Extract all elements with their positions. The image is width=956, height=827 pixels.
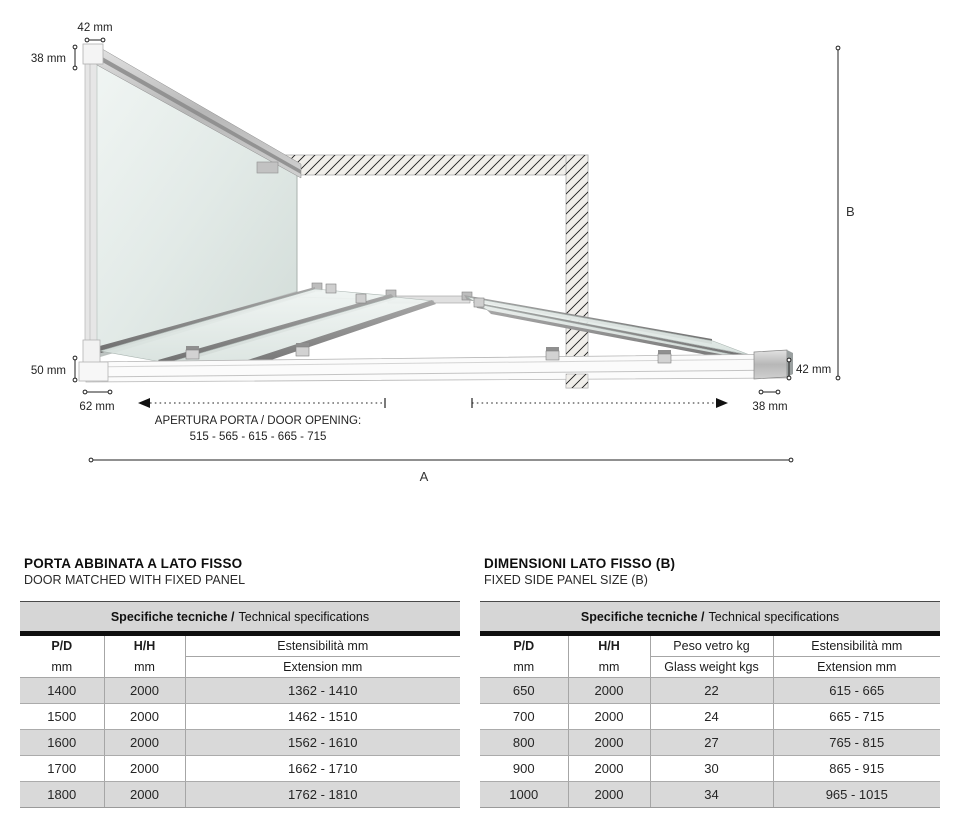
col-header-unit: mm	[20, 657, 104, 678]
cell-hh: 2000	[568, 756, 650, 782]
dim-B-label: B	[846, 204, 855, 219]
cell-pd: 1400	[20, 678, 104, 704]
table-row	[20, 782, 460, 808]
cell-hh: 2000	[104, 756, 185, 782]
cell-weight: 30	[650, 756, 773, 782]
cell-pd: 1000	[480, 782, 568, 808]
cell-hh: 2000	[104, 704, 185, 730]
col-header-unit: Extension mm	[185, 657, 460, 678]
table-header-band: Specifiche tecniche / Technical specifications	[480, 602, 940, 634]
cell-pd: 1600	[20, 730, 104, 756]
col-header-unit: mm	[104, 657, 185, 678]
col-header-unit: Extension mm	[773, 657, 940, 678]
wall-bracket	[257, 162, 278, 173]
cell-hh: 2000	[104, 678, 185, 704]
cell-weight: 24	[650, 704, 773, 730]
col-header: Peso vetro kg	[650, 634, 773, 657]
dim-left-height-label: 50 mm	[30, 365, 66, 377]
door-opening-arrows	[138, 398, 728, 408]
table-header-band: Specifiche tecniche / Technical specifications	[20, 602, 460, 634]
wall-hatch	[281, 155, 588, 388]
spec-table	[20, 601, 460, 808]
cell-weight: 22	[650, 678, 773, 704]
col-header-unit: mm	[480, 657, 568, 678]
dim-top-height-label: 38 mm	[30, 53, 66, 65]
door-opening-caption: APERTURA PORTA / DOOR OPENING:	[154, 415, 362, 427]
cell-extension: 865 - 915	[773, 756, 940, 782]
col-header: P/D	[513, 639, 535, 654]
col-header: Estensibilità mm	[185, 634, 460, 657]
table-title: DIMENSIONI LATO FISSO (B)	[484, 556, 676, 571]
table-row	[20, 704, 460, 730]
wall-profile	[85, 46, 98, 362]
table-row	[480, 756, 940, 782]
table-row	[480, 730, 940, 756]
cell-pd: 800	[480, 730, 568, 756]
table-row	[480, 704, 940, 730]
top-corner-profile	[83, 44, 103, 64]
cell-pd: 1700	[20, 756, 104, 782]
col-header-unit: Glass weight kgs	[650, 657, 773, 678]
cell-hh: 2000	[104, 730, 185, 756]
cell-hh: 2000	[104, 782, 185, 808]
cell-extension: 1562 - 1610	[185, 730, 460, 756]
table-row	[20, 730, 460, 756]
cell-extension: 965 - 1015	[773, 782, 940, 808]
cell-hh: 2000	[568, 678, 650, 704]
dim-right-height-label: 42 mm	[796, 364, 832, 376]
table-door-matched	[20, 556, 460, 808]
cell-pd: 1800	[20, 782, 104, 808]
cell-extension: 1462 - 1510	[185, 704, 460, 730]
cell-extension: 1762 - 1810	[185, 782, 460, 808]
cell-extension: 1362 - 1410	[185, 678, 460, 704]
tray-end-cap	[754, 350, 787, 379]
cell-hh: 2000	[568, 704, 650, 730]
col-header: P/D	[51, 639, 73, 654]
table-title: PORTA ABBINATA A LATO FISSO	[24, 556, 243, 571]
arrow-left-icon	[138, 398, 150, 408]
spec-table	[480, 601, 940, 808]
table-subtitle: DOOR MATCHED WITH FIXED PANEL	[24, 573, 246, 587]
table-row	[20, 678, 460, 704]
cell-extension: 665 - 715	[773, 704, 940, 730]
table-row	[20, 756, 460, 782]
cell-weight: 27	[650, 730, 773, 756]
table-row	[480, 678, 940, 704]
cell-pd: 900	[480, 756, 568, 782]
cell-pd: 1500	[20, 704, 104, 730]
dim-A-label: A	[419, 469, 429, 484]
col-header-unit: mm	[568, 657, 650, 678]
dim-right-offset-label: 38 mm	[752, 401, 788, 413]
cell-weight: 34	[650, 782, 773, 808]
arrow-right-icon	[716, 398, 728, 408]
wall-hatch-lower	[566, 374, 588, 388]
cell-extension: 615 - 665	[773, 678, 940, 704]
cell-pd: 700	[480, 704, 568, 730]
col-header: H/H	[568, 634, 650, 657]
table-row	[480, 782, 940, 808]
cell-extension: 1662 - 1710	[185, 756, 460, 782]
col-header: H/H	[104, 634, 185, 657]
table-fixed-panel-size	[480, 556, 940, 808]
col-header: Estensibilità mm	[773, 634, 940, 657]
dim-left-offset-label: 62 mm	[79, 401, 115, 413]
door-opening-values: 515 - 565 - 615 - 665 - 715	[189, 431, 327, 443]
cell-pd: 650	[480, 678, 568, 704]
cell-hh: 2000	[568, 730, 650, 756]
table-subtitle: FIXED SIDE PANEL SIZE (B)	[484, 573, 648, 587]
dim-top-width-label: 42 mm	[77, 22, 113, 34]
cell-hh: 2000	[568, 782, 650, 808]
cell-extension: 765 - 815	[773, 730, 940, 756]
